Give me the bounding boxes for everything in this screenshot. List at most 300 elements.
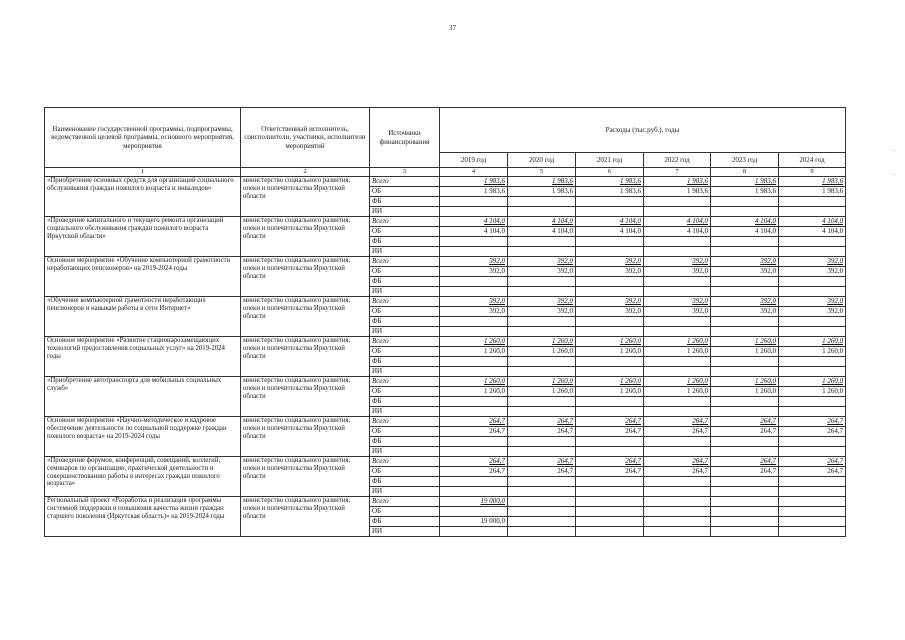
expense-value: 392,0 <box>644 257 711 267</box>
expense-value: 1 260,0 <box>508 377 576 387</box>
header-year: 2021 год <box>576 153 644 168</box>
expense-value <box>508 357 576 367</box>
expense-value: 19 000,0 <box>440 497 508 507</box>
expense-value: 392,0 <box>576 267 644 277</box>
expense-value <box>644 497 711 507</box>
expense-value <box>711 237 779 247</box>
expense-value <box>644 277 711 287</box>
expense-value <box>508 477 576 487</box>
funding-source: ИИ <box>370 287 440 297</box>
expense-value: 264,7 <box>644 467 711 477</box>
expense-value <box>576 247 644 257</box>
expense-value: 392,0 <box>779 267 846 277</box>
funding-source: Всего <box>370 457 440 467</box>
expense-value <box>711 407 779 417</box>
expense-value <box>576 207 644 217</box>
funding-source: ФБ <box>370 197 440 207</box>
expense-value <box>711 477 779 487</box>
expense-value: 392,0 <box>644 307 711 317</box>
expense-value <box>779 527 846 537</box>
expense-value <box>779 327 846 337</box>
table-row <box>45 297 846 307</box>
expense-value: 392,0 <box>711 307 779 317</box>
expense-value: 264,7 <box>508 457 576 467</box>
expense-value <box>644 207 711 217</box>
funding-source: ОБ <box>370 387 440 397</box>
expense-value: 1 260,0 <box>779 377 846 387</box>
measure-executor: министерство социального развития, опеки и попечительства Иркутской области <box>241 177 370 217</box>
expense-value <box>576 447 644 457</box>
expense-value: 264,7 <box>644 457 711 467</box>
expense-value: 392,0 <box>576 257 644 267</box>
expense-value <box>440 197 508 207</box>
expense-value <box>644 247 711 257</box>
expense-value <box>508 197 576 207</box>
expense-value: 4 104,0 <box>644 227 711 237</box>
expense-value <box>508 527 576 537</box>
funding-source: ИИ <box>370 207 440 217</box>
expense-value: 1 260,0 <box>508 387 576 397</box>
expense-value: 1 260,0 <box>779 337 846 347</box>
header-name: Наименование государственной программы, подпрограммы, ведомственной целевой программы, основного мероприятия, мероприятия <box>45 108 241 168</box>
expense-value: 1 983,6 <box>779 187 846 197</box>
column-number: 8 <box>711 168 779 177</box>
measure-executor: министерство социального развития, опеки и попечительства Иркутской области <box>241 257 370 297</box>
expense-value <box>440 327 508 337</box>
expense-value <box>711 207 779 217</box>
expense-value <box>576 317 644 327</box>
column-number: 9 <box>779 168 846 177</box>
expense-value <box>779 287 846 297</box>
expense-value: 1 983,6 <box>644 187 711 197</box>
expense-value <box>644 237 711 247</box>
funding-source: ИИ <box>370 327 440 337</box>
expense-value <box>440 367 508 377</box>
expense-value: 1 260,0 <box>711 347 779 357</box>
expense-value <box>440 527 508 537</box>
expense-value: 1 983,6 <box>576 187 644 197</box>
expense-value: 264,7 <box>440 457 508 467</box>
header-year: 2022 год <box>644 153 711 168</box>
expense-value <box>779 517 846 527</box>
expense-value: 264,7 <box>576 427 644 437</box>
expense-value <box>576 367 644 377</box>
expense-value <box>711 327 779 337</box>
expense-value <box>779 197 846 207</box>
measure-name: «Обучение компьютерной грамотности неработающих пенсионеров и навыкам работы в сети Интернет» <box>45 297 241 337</box>
expense-value: 1 260,0 <box>779 387 846 397</box>
expense-value <box>779 237 846 247</box>
expense-value <box>508 497 576 507</box>
expense-value <box>440 357 508 367</box>
expense-value: 1 260,0 <box>576 377 644 387</box>
column-number-row <box>45 168 846 177</box>
expense-value <box>644 287 711 297</box>
expense-value: 1 260,0 <box>644 377 711 387</box>
expense-value <box>711 527 779 537</box>
margin-mark: - <box>893 148 895 154</box>
expense-value: 4 104,0 <box>576 217 644 227</box>
expense-value <box>644 517 711 527</box>
expense-value <box>508 407 576 417</box>
expense-value <box>779 507 846 517</box>
expense-value <box>779 477 846 487</box>
expense-value <box>576 277 644 287</box>
table-row <box>45 177 846 187</box>
expense-value <box>779 247 846 257</box>
expense-value: 392,0 <box>711 297 779 307</box>
expense-value <box>644 197 711 207</box>
expense-value <box>644 437 711 447</box>
expense-value: 264,7 <box>576 467 644 477</box>
expense-value <box>644 507 711 517</box>
expense-value <box>711 247 779 257</box>
expense-value: 1 260,0 <box>644 387 711 397</box>
expense-value: 392,0 <box>711 257 779 267</box>
expense-value: 392,0 <box>440 267 508 277</box>
expense-value <box>644 407 711 417</box>
expense-value <box>779 407 846 417</box>
expense-value <box>711 367 779 377</box>
expense-value: 392,0 <box>779 307 846 317</box>
header-year: 2019 год <box>440 153 508 168</box>
expense-value <box>576 497 644 507</box>
funding-source: ОБ <box>370 267 440 277</box>
measure-executor: министерство социального развития, опеки и попечительства Иркутской области <box>241 457 370 497</box>
header-year: 2023 год <box>711 153 779 168</box>
expense-value: 1 983,6 <box>508 187 576 197</box>
expense-value: 4 104,0 <box>779 227 846 237</box>
budget-table <box>44 107 846 537</box>
expense-value: 392,0 <box>440 307 508 317</box>
column-number: 3 <box>370 168 440 177</box>
expense-value <box>779 437 846 447</box>
expense-value <box>779 357 846 367</box>
expense-value: 392,0 <box>508 297 576 307</box>
expense-value <box>711 277 779 287</box>
funding-source: Всего <box>370 297 440 307</box>
measure-name: Основное мероприятие «Развитие стационарозамещающих технологий предоставления социальных услуг» на 2019-2024 годы <box>45 337 241 377</box>
expense-value <box>779 487 846 497</box>
expense-value: 264,7 <box>711 467 779 477</box>
expense-value: 264,7 <box>508 467 576 477</box>
expense-value <box>779 317 846 327</box>
expense-value <box>576 517 644 527</box>
expense-value <box>644 317 711 327</box>
expense-value: 1 260,0 <box>711 377 779 387</box>
expense-value: 264,7 <box>779 457 846 467</box>
funding-source: ИИ <box>370 367 440 377</box>
expense-value <box>440 447 508 457</box>
expense-value <box>440 237 508 247</box>
expense-value <box>711 497 779 507</box>
funding-source: ИИ <box>370 407 440 417</box>
column-number: 1 <box>45 168 241 177</box>
expense-value <box>779 277 846 287</box>
funding-source: Всего <box>370 337 440 347</box>
expense-value: 392,0 <box>508 267 576 277</box>
expense-value <box>508 327 576 337</box>
expense-value <box>644 327 711 337</box>
expense-value <box>440 407 508 417</box>
expense-value <box>711 507 779 517</box>
expense-value: 264,7 <box>576 457 644 467</box>
table-row <box>45 377 846 387</box>
table-row <box>45 257 846 267</box>
expense-value: 392,0 <box>644 267 711 277</box>
expense-value: 264,7 <box>576 417 644 427</box>
expense-value: 4 104,0 <box>440 227 508 237</box>
expense-value <box>711 447 779 457</box>
measure-name: «Приобретение автотранспорта для мобильных социальных служб» <box>45 377 241 417</box>
expense-value <box>576 197 644 207</box>
expense-value <box>508 517 576 527</box>
expense-value: 392,0 <box>440 297 508 307</box>
expense-value <box>576 357 644 367</box>
table-row <box>45 497 846 507</box>
expense-value <box>508 317 576 327</box>
expense-value <box>576 287 644 297</box>
expense-value <box>576 487 644 497</box>
expense-value <box>779 207 846 217</box>
expense-value <box>576 397 644 407</box>
expense-value <box>440 287 508 297</box>
measure-executor: министерство социального развития, опеки и попечительства Иркутской области <box>241 337 370 377</box>
margin-mark: - <box>893 172 895 178</box>
expense-value: 1 983,6 <box>711 177 779 187</box>
expense-value: 1 260,0 <box>508 347 576 357</box>
expense-value: 1 983,6 <box>644 177 711 187</box>
expense-value: 264,7 <box>779 427 846 437</box>
expense-value: 1 260,0 <box>576 387 644 397</box>
expense-value <box>440 247 508 257</box>
expense-value <box>711 357 779 367</box>
expense-value <box>508 437 576 447</box>
table-row <box>45 337 846 347</box>
expense-value: 392,0 <box>779 257 846 267</box>
expense-value <box>508 287 576 297</box>
expense-value <box>508 397 576 407</box>
funding-source: ФБ <box>370 357 440 367</box>
expense-value <box>711 437 779 447</box>
expense-value: 264,7 <box>779 467 846 477</box>
expense-value: 1 983,6 <box>508 177 576 187</box>
funding-source: ФБ <box>370 317 440 327</box>
measure-name: «Проведение форумов, конференций, совещаний, коллегий, семинаров по организации, практической деятельности и совершенствованию работы в интересах граждан пожилого возраста» <box>45 457 241 497</box>
expense-value: 1 260,0 <box>576 347 644 357</box>
expense-value <box>644 367 711 377</box>
funding-source: ОБ <box>370 347 440 357</box>
table-row <box>45 217 846 227</box>
header-expenses: Расходы (тыс.руб.), годы <box>440 108 846 153</box>
expense-value <box>576 477 644 487</box>
measure-name: «Проведение капитального и текущего ремонта организаций социального обслуживания граждан пожилого возраста Иркутской области» <box>45 217 241 257</box>
measure-executor: министерство социального развития, опеки и попечительства Иркутской области <box>241 417 370 457</box>
expense-value: 1 260,0 <box>644 347 711 357</box>
funding-source: ФБ <box>370 277 440 287</box>
expense-value <box>779 447 846 457</box>
header-year: 2020 год <box>508 153 576 168</box>
column-number: 4 <box>440 168 508 177</box>
expense-value: 1 260,0 <box>440 387 508 397</box>
table-row <box>45 457 846 467</box>
table-row <box>45 417 846 427</box>
expense-value: 264,7 <box>711 457 779 467</box>
funding-source: Всего <box>370 417 440 427</box>
expense-value: 392,0 <box>576 307 644 317</box>
expense-value <box>779 497 846 507</box>
expense-value: 4 104,0 <box>576 227 644 237</box>
expense-value <box>440 397 508 407</box>
expense-value <box>440 477 508 487</box>
expense-value <box>644 397 711 407</box>
expense-value <box>440 277 508 287</box>
expense-value <box>440 507 508 517</box>
funding-source: Всего <box>370 377 440 387</box>
expense-value <box>440 487 508 497</box>
header-year: 2024 год <box>779 153 846 168</box>
expense-value: 392,0 <box>576 297 644 307</box>
expense-value <box>576 527 644 537</box>
expense-value: 264,7 <box>440 417 508 427</box>
expense-value: 1 260,0 <box>440 377 508 387</box>
expense-value: 1 260,0 <box>576 337 644 347</box>
expense-value <box>644 477 711 487</box>
expense-value <box>508 237 576 247</box>
expense-value <box>508 487 576 497</box>
header-source: Источники финансирования <box>370 108 440 168</box>
measure-name: Основное мероприятие «Научно-методическое и кадровое обеспечение деятельности по социальной поддержке граждан пожилого возраста» на 2019-2024 годы <box>45 417 241 457</box>
expense-value <box>576 437 644 447</box>
expense-value: 392,0 <box>779 297 846 307</box>
expense-value <box>779 397 846 407</box>
expense-value <box>711 197 779 207</box>
funding-source: ОБ <box>370 427 440 437</box>
expense-value: 392,0 <box>440 257 508 267</box>
funding-source: ИИ <box>370 447 440 457</box>
measure-name: Региональный проект «Разработка и реализация программы системной поддержки и повышения качества жизни граждан старшего поколения (Иркутская область)» на 2019-2024 годы <box>45 497 241 537</box>
expense-value <box>576 327 644 337</box>
expense-value <box>711 487 779 497</box>
header-executor: Ответственный исполнитель, соисполнители, участники, исполнители мероприятий <box>241 108 370 168</box>
column-number: 7 <box>644 168 711 177</box>
expense-value <box>508 207 576 217</box>
expense-value: 392,0 <box>644 297 711 307</box>
expense-value: 1 260,0 <box>644 337 711 347</box>
funding-source: ОБ <box>370 507 440 517</box>
funding-source: ФБ <box>370 477 440 487</box>
funding-source: ФБ <box>370 237 440 247</box>
expense-value: 264,7 <box>779 417 846 427</box>
funding-source: Всего <box>370 177 440 187</box>
expense-value: 1 260,0 <box>711 337 779 347</box>
expense-value: 264,7 <box>440 467 508 477</box>
expense-value: 4 104,0 <box>440 217 508 227</box>
funding-source: ОБ <box>370 187 440 197</box>
measure-executor: министерство социального развития, опеки и попечительства Иркутской области <box>241 217 370 257</box>
expense-value: 1 983,6 <box>711 187 779 197</box>
expense-value <box>576 407 644 417</box>
expense-value: 4 104,0 <box>711 227 779 237</box>
funding-source: ФБ <box>370 517 440 527</box>
expense-value <box>576 237 644 247</box>
expense-value: 1 260,0 <box>508 337 576 347</box>
expense-value: 264,7 <box>644 417 711 427</box>
funding-source: Всего <box>370 257 440 267</box>
expense-value: 392,0 <box>508 307 576 317</box>
expense-value: 1 983,6 <box>576 177 644 187</box>
expense-value <box>644 487 711 497</box>
expense-value <box>644 357 711 367</box>
funding-source: ИИ <box>370 247 440 257</box>
expense-value: 1 983,6 <box>440 177 508 187</box>
expense-value <box>711 397 779 407</box>
expense-value: 264,7 <box>644 427 711 437</box>
expense-value <box>576 507 644 517</box>
expense-value: 1 983,6 <box>440 187 508 197</box>
funding-source: ФБ <box>370 437 440 447</box>
expense-value <box>508 447 576 457</box>
expense-value <box>440 207 508 217</box>
measure-executor: министерство социального развития, опеки и попечительства Иркутской области <box>241 497 370 537</box>
expense-value: 392,0 <box>711 267 779 277</box>
expense-value <box>644 447 711 457</box>
expense-value <box>508 247 576 257</box>
column-number: 6 <box>576 168 644 177</box>
expense-value: 1 260,0 <box>440 347 508 357</box>
funding-source: Всего <box>370 217 440 227</box>
expense-value: 4 104,0 <box>711 217 779 227</box>
expense-value: 4 104,0 <box>508 217 576 227</box>
column-number: 5 <box>508 168 576 177</box>
measure-executor: министерство социального развития, опеки и попечительства Иркутской области <box>241 377 370 417</box>
expense-value: 4 104,0 <box>508 227 576 237</box>
funding-source: ИИ <box>370 527 440 537</box>
expense-value <box>508 367 576 377</box>
page-number: 37 <box>449 24 456 32</box>
expense-value <box>644 527 711 537</box>
expense-value: 392,0 <box>508 257 576 267</box>
funding-source: ОБ <box>370 307 440 317</box>
expense-value: 1 983,6 <box>779 177 846 187</box>
expense-value: 19 000,0 <box>440 517 508 527</box>
funding-source: ОБ <box>370 227 440 237</box>
expense-value: 1 260,0 <box>711 387 779 397</box>
expense-value: 264,7 <box>711 427 779 437</box>
funding-source: ОБ <box>370 467 440 477</box>
expense-value: 264,7 <box>440 427 508 437</box>
measure-name: Основное мероприятие «Обучение компьютерной грамотности неработающих пенсионеров» на 2019-2024 годы <box>45 257 241 297</box>
expense-value: 264,7 <box>711 417 779 427</box>
expense-value <box>508 277 576 287</box>
expense-value: 4 104,0 <box>779 217 846 227</box>
expense-value: 264,7 <box>508 427 576 437</box>
expense-value <box>508 507 576 517</box>
expense-value <box>711 287 779 297</box>
funding-source: ИИ <box>370 487 440 497</box>
funding-source: ФБ <box>370 397 440 407</box>
funding-source: Всего <box>370 497 440 507</box>
expense-value <box>711 517 779 527</box>
measure-executor: министерство социального развития, опеки и попечительства Иркутской области <box>241 297 370 337</box>
expense-value <box>779 367 846 377</box>
expense-value: 1 260,0 <box>779 347 846 357</box>
expense-value: 264,7 <box>508 417 576 427</box>
expense-value: 1 260,0 <box>440 337 508 347</box>
column-number: 2 <box>241 168 370 177</box>
expense-value <box>440 437 508 447</box>
expense-value <box>711 317 779 327</box>
